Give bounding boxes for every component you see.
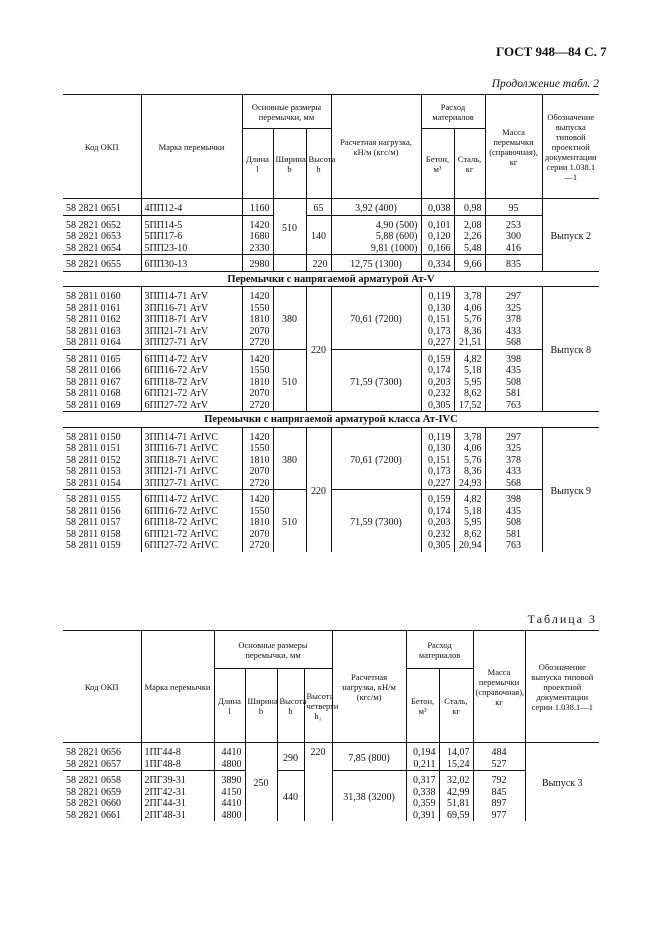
height-value: 290 xyxy=(277,743,304,771)
concrete-value: 0,119 0,130 0,151 0,173 0,227 xyxy=(421,287,454,350)
lintel-mark: 4ПП12-4 xyxy=(141,199,242,216)
concrete-value: 0,317 0,338 0,359 0,391 xyxy=(406,771,439,822)
load-value: 71,59 (7300) xyxy=(331,490,421,552)
length-value: 1420 1550 1810 2070 2720 xyxy=(242,287,273,350)
load-value: 4,90 (500) 5,88 (600) 9,81 (1000) xyxy=(331,215,421,255)
load-value: 70,61 (7200) xyxy=(331,287,421,350)
continuation-note: Продолжение табл. 2 xyxy=(491,78,599,90)
height-value: 440 xyxy=(277,771,304,822)
series-value: Выпуск 9 xyxy=(542,427,599,552)
steel-value: 4,82 5,18 5,95 8,62 20,94 xyxy=(454,490,485,552)
concrete-value: 0,159 0,174 0,203 0,232 0,305 xyxy=(421,349,454,412)
mass-value: 484 527 xyxy=(473,743,525,771)
table-row xyxy=(63,349,599,412)
header-series: Обозначение выпуска типовой проектной документации серии 1.038.1—1 xyxy=(542,95,599,199)
steel-value: 32,02 42,99 51,81 69,59 xyxy=(439,771,473,822)
mass-value: 95 xyxy=(485,199,542,216)
table-row xyxy=(63,199,599,216)
height-value: 220 xyxy=(306,255,331,272)
table-3-label: Таблица 3 xyxy=(527,612,597,626)
mass-value: 792 845 897 977 xyxy=(473,771,525,822)
okp-code: 58 2811 0165 58 2811 0166 58 2811 0167 58 2811 0168 58 2811 0169 xyxy=(63,349,141,412)
steel-value: 9,66 xyxy=(454,255,485,272)
okp-code: 58 2811 0155 58 2811 0156 58 2811 0157 58 2811 0158 58 2811 0159 xyxy=(63,490,141,552)
concrete-value: 0,194 0,211 xyxy=(406,743,439,771)
width-value: 510 xyxy=(273,349,306,412)
header-length: Длина l xyxy=(214,669,245,743)
header-mass: Масса перемычки (справочная), кг xyxy=(485,95,542,199)
header-concrete: Бетон, м³ xyxy=(421,129,454,199)
length-value: 2980 xyxy=(242,255,273,272)
section-heading-at-ivc: Перемычки с напрягаемой арматурой класса Ат-IVC xyxy=(63,412,599,428)
header-mark: Марка перемычки xyxy=(141,631,214,743)
header-steel: Сталь, кг xyxy=(454,129,485,199)
concrete-value: 0,038 xyxy=(421,199,454,216)
table-row xyxy=(63,287,599,350)
load-value: 3,92 (400) xyxy=(331,199,421,216)
length-value: 1420 1550 1810 2070 2720 xyxy=(242,349,273,412)
okp-code: 58 2821 0652 58 2821 0653 58 2821 0654 xyxy=(63,215,141,255)
load-value: 7,85 (800) xyxy=(332,743,406,771)
series-value: Выпуск 2 xyxy=(542,199,599,272)
table-row xyxy=(63,255,599,272)
header-height: Высота h xyxy=(306,129,331,199)
header-concrete: Бетон, м³ xyxy=(406,669,439,743)
length-value: 1420 1680 2330 xyxy=(242,215,273,255)
okp-code: 58 2821 0655 xyxy=(63,255,141,272)
header-width: Ширина b xyxy=(273,129,306,199)
lintel-mark: 6ПП14-72 АтV 6ПП16-72 АтV 6ПП18-72 АтV 6ПП21-72 АтV 6ПП27-72 АтV xyxy=(141,349,242,412)
table-3 xyxy=(63,630,599,821)
mass-value: 297 325 378 433 568 xyxy=(485,287,542,350)
okp-code: 58 2811 0160 58 2811 0161 58 2811 0162 58 2811 0163 58 2811 0164 xyxy=(63,287,141,350)
height-value: 65 xyxy=(306,199,331,216)
section-heading-row xyxy=(63,412,599,428)
concrete-value: 0,101 0,120 0,166 xyxy=(421,215,454,255)
page-header: ГОСТ 948—84 С. 7 xyxy=(496,44,607,59)
load-value: 70,61 (7200) xyxy=(331,427,421,490)
header-width: Ширина b xyxy=(245,669,277,743)
header-code: Код ОКП xyxy=(63,95,141,199)
steel-value: 4,82 5,18 5,95 8,62 17,52 xyxy=(454,349,485,412)
section-heading-row xyxy=(63,271,599,287)
okp-code: 58 2811 0150 58 2811 0151 58 2811 0152 58 2811 0153 58 2811 0154 xyxy=(63,427,141,490)
table-row xyxy=(63,490,599,552)
okp-code: 58 2821 0651 xyxy=(63,199,141,216)
table-2-continuation xyxy=(63,94,599,552)
width-value: 380 xyxy=(273,427,306,490)
okp-code: 58 2821 0658 58 2821 0659 58 2821 0660 58 2821 0661 xyxy=(63,771,141,822)
section-heading-at-v: Перемычки с напрягаемой арматурой Ат-V xyxy=(63,271,599,287)
series-value: Выпуск 8 xyxy=(542,287,599,412)
header-materials: Расход материалов xyxy=(421,95,485,129)
load-value: 31,38 (3200) xyxy=(332,771,406,822)
header-load: Расчетная нагрузка, кН/м (кгс/м) xyxy=(331,95,421,199)
header-load: Расчетная нагрузка, кН/м (кгс/м) xyxy=(332,631,406,743)
length-value: 4410 4800 xyxy=(214,743,245,771)
concrete-value: 0,334 xyxy=(421,255,454,272)
steel-value: 3,78 4,06 5,76 8,36 21,51 xyxy=(454,287,485,350)
okp-code: 58 2821 0656 58 2821 0657 xyxy=(63,743,141,771)
table-row xyxy=(63,215,599,255)
steel-value: 0,98 xyxy=(454,199,485,216)
width-blank xyxy=(273,255,306,272)
concrete-value: 0,119 0,130 0,151 0,173 0,227 xyxy=(421,427,454,490)
length-value: 3890 4150 4410 4800 xyxy=(214,771,245,822)
height1-value: 220 xyxy=(304,743,332,822)
length-value: 1420 1550 1810 2070 2720 xyxy=(242,427,273,490)
header-height: Высота h xyxy=(277,669,304,743)
lintel-mark: 3ПП14-71 АтV 3ПП16-71 АтV 3ПП18-71 АтV 3ПП21-71 АтV 3ПП27-71 АтV xyxy=(141,287,242,350)
table-row xyxy=(63,427,599,490)
lintel-mark: 1ПГ44-8 1ПГ48-8 xyxy=(141,743,214,771)
length-value: 1160 xyxy=(242,199,273,216)
width-value: 510 xyxy=(273,199,306,255)
lintel-mark: 2ПГ39-31 2ПГ42-31 2ПГ44-31 2ПГ48-31 xyxy=(141,771,214,822)
header-mass: Масса перемычки (справочная), кг xyxy=(473,631,525,743)
width-value: 250 xyxy=(245,743,277,822)
lintel-mark: 5ПП14-5 5ПП17-6 5ПП23-10 xyxy=(141,215,242,255)
height-value: 220 xyxy=(306,287,331,412)
lintel-mark: 6ПП14-72 АтIVC 6ПП16-72 АтIVC 6ПП18-72 АтIVC 6ПП21-72 АтIVC 6ПП27-72 АтIVC xyxy=(141,490,242,552)
load-value: 71,59 (7300) xyxy=(331,349,421,412)
lintel-mark: 3ПП14-71 АтIVC 3ПП16-71 АтIVC 3ПП18-71 АтIVC 3ПП21-71 АтIVC 3ПП27-71 АтIVC xyxy=(141,427,242,490)
load-value: 12,75 (1300) xyxy=(331,255,421,272)
header-steel: Сталь, кг xyxy=(439,669,473,743)
header-dims: Основные размеры перемычки, мм xyxy=(242,95,331,129)
header-height1: Высота четверти h₁ xyxy=(304,669,332,743)
mass-value: 398 435 508 581 763 xyxy=(485,490,542,552)
length-value: 1420 1550 1810 2070 2720 xyxy=(242,490,273,552)
mass-value: 835 xyxy=(485,255,542,272)
lintel-mark: 6ПП30-13 xyxy=(141,255,242,272)
steel-value: 3,78 4,06 5,76 8,36 24,93 xyxy=(454,427,485,490)
mass-value: 253 300 416 xyxy=(485,215,542,255)
header-code: Код ОКП xyxy=(63,631,141,743)
series-value: Выпуск 3 xyxy=(525,743,599,822)
header-length: Длина l xyxy=(242,129,273,199)
header-mark: Марка перемычки xyxy=(141,95,242,199)
steel-value: 2,08 2,26 5,48 xyxy=(454,215,485,255)
table-row xyxy=(63,743,599,771)
height-value: 140 xyxy=(306,215,331,255)
concrete-value: 0,159 0,174 0,203 0,232 0,305 xyxy=(421,490,454,552)
header-series: Обозначение выпуска типовой проектной документации серии 1.038.1—1 xyxy=(525,631,599,743)
mass-value: 297 325 378 433 568 xyxy=(485,427,542,490)
header-materials: Расход материалов xyxy=(406,631,473,669)
width-value: 510 xyxy=(273,490,306,552)
steel-value: 14,07 15,24 xyxy=(439,743,473,771)
mass-value: 398 435 508 581 763 xyxy=(485,349,542,412)
header-dims: Основные размеры перемычки, мм xyxy=(214,631,332,669)
width-value: 380 xyxy=(273,287,306,350)
height-value: 220 xyxy=(306,427,331,552)
